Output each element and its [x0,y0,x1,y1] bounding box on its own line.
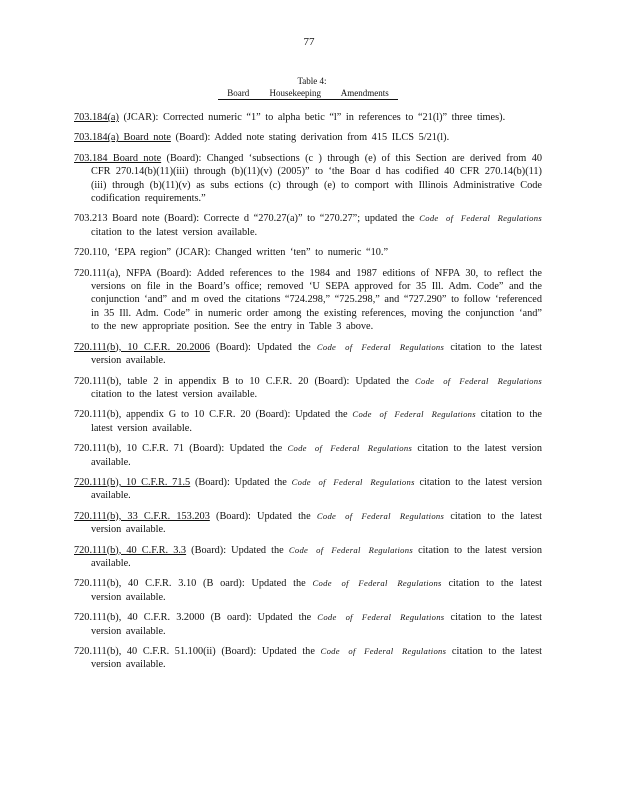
amendment-entry: 703.213 Board note (Board): Correcte d “270.27(a)” to “270.27”; updated the Code of Federal Regulations citation to the latest version available. [74,213,542,238]
amendment-entry: 720.111(b), 40 C.F.R. 3.2000 (B oard): Updated the Code of Federal Regulations citation to the latest version available. [74,612,542,637]
table-caption [218,75,398,100]
amendment-entry: 720.111(b), 33 C.F.R. 153.203 (Board): Updated the Code of Federal Regulations citation to the latest version available. [74,510,542,536]
page-number: 77 [303,36,315,48]
amendment-entry: 720.111(b), table 2 in appendix B to 10 C.F.R. 20 (Board): Updated the Code of Federal Regulations citation to the latest version available. [74,375,542,400]
amendment-entry: 703.184(a) Board note (Board): Added note stating derivation from 415 ILCS 5/21(l). [74,132,450,144]
amendment-entry: 720.111(b), 10 C.F.R. 71.5 (Board): Updated the Code of Federal Regulations citation to the latest version available. [74,476,542,502]
amendment-entry: 703.184 Board note (Board): Changed ‘subsections (c ) through (e) of this Section are derived from 40 CFR 270.14(b)(11)(iii) through (b)(11)(v) (2005)” to ‘the Boar d has codified 40 CFR 270.14(b)(11)(iii) through (b)(11)(v) as subs ections (c) through (e) to comport with Illinois Administrative Code codification requirements.” [74,152,542,205]
table-caption-number: Table 4: [297,76,327,86]
amendment-entry: 720.111(b), appendix G to 10 C.F.R. 20 (Board): Updated the Code of Federal Regulations citation to the latest version available. [74,409,542,434]
amendment-entry: 720.111(a), NFPA (Board): Added references to the 1984 and 1987 editions of NFPA 30, to reflect the versions on file in the Board’s office; removed ‘U SEPA approved for 35 Ill. Adm. Code” and the conjunction ‘and” and m oved the citations “724.298,” “725.298,” and “727.290” to follow ‘referenced in 35 Ill. Adm. Code” in numeric order among the existing references, moving the conjunction ‘and” to the new appropriate position. See the entry in Table 3 above. [74,267,542,333]
amendment-list [74,111,542,679]
table-caption-title: Board Housekeeping Amendments [218,87,398,100]
amendment-entry: 720.111(b), 10 C.F.R. 20.2006 (Board): Updated the Code of Federal Regulations citation to the latest version available. [74,341,542,367]
amendment-entry: 720.111(b), 10 C.F.R. 71 (Board): Updated the Code of Federal Regulations citation to the latest version available. [74,443,542,468]
amendment-entry: 720.110, ‘EPA region” (JCAR): Changed written ‘ten” to numeric “10.” [74,247,389,259]
amendment-entry: 720.111(b), 40 C.F.R. 51.100(ii) (Board): Updated the Code of Federal Regulations citation to the latest version available. [74,646,542,671]
amendment-entry: 720.111(b), 40 C.F.R. 3.3 (Board): Updated the Code of Federal Regulations citation to the latest version available. [74,544,542,569]
amendment-entry: 720.111(b), 40 C.F.R. 3.10 (B oard): Updated the Code of Federal Regulations citation to the latest version available. [74,578,543,603]
amendment-entry: 703.184(a) (JCAR): Corrected numeric “1” to alpha betic “l” in references to “21(l)” three times). [74,112,506,123]
